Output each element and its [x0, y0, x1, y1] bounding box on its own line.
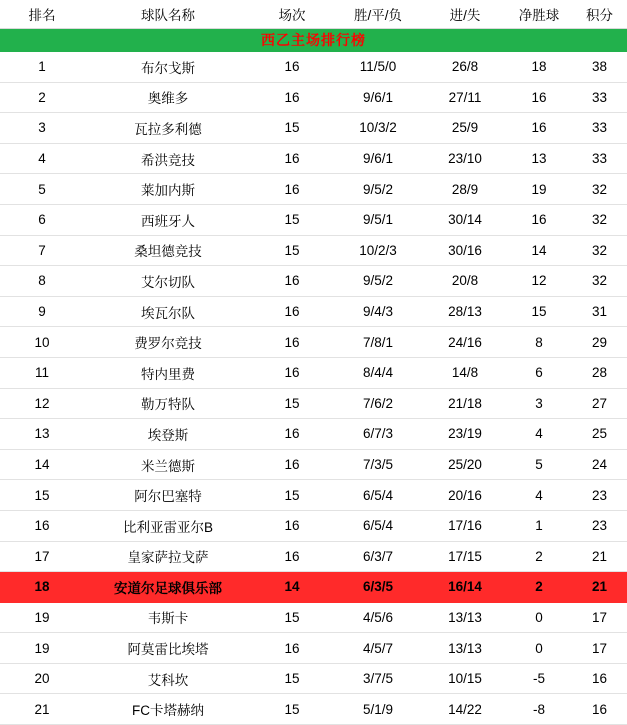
table-row: [0, 82, 627, 113]
table-row: [0, 204, 627, 235]
rank-cell: 5: [0, 174, 84, 205]
team-cell: 艾尔切队: [84, 266, 252, 297]
wdl-cell: 4/5/7: [332, 633, 424, 664]
table-row: [0, 174, 627, 205]
wdl-cell: 7/3/5: [332, 449, 424, 480]
table-row: [0, 510, 627, 541]
goals-cell: 30/16: [424, 235, 506, 266]
played-cell: 15: [252, 694, 332, 725]
wdl-cell: 10/3/2: [332, 113, 424, 144]
team-cell: 米兰德斯: [84, 449, 252, 480]
rank-cell: 10: [0, 327, 84, 358]
points-cell: 23: [572, 510, 627, 541]
points-cell: 33: [572, 143, 627, 174]
gd-cell: 16: [506, 82, 572, 113]
goals-cell: 28/9: [424, 174, 506, 205]
rank-cell: 11: [0, 357, 84, 388]
points-cell: 24: [572, 449, 627, 480]
rank-cell: 9: [0, 296, 84, 327]
played-cell: 14: [252, 572, 332, 603]
team-cell: 莱加内斯: [84, 174, 252, 205]
team-cell: 费罗尔竞技: [84, 327, 252, 358]
points-cell: 33: [572, 113, 627, 144]
wdl-cell: 9/5/2: [332, 174, 424, 205]
played-cell: 15: [252, 602, 332, 633]
wdl-cell: 4/5/6: [332, 602, 424, 633]
wdl-cell: 9/6/1: [332, 143, 424, 174]
points-cell: 21: [572, 572, 627, 603]
column-header-team: 球队名称: [84, 0, 252, 29]
rank-cell: 1: [0, 52, 84, 82]
played-cell: 16: [252, 327, 332, 358]
goals-cell: 23/10: [424, 143, 506, 174]
rank-cell: 13: [0, 419, 84, 450]
team-cell: 阿莫雷比埃塔: [84, 633, 252, 664]
rank-cell: 8: [0, 266, 84, 297]
played-cell: 15: [252, 663, 332, 694]
team-cell: 韦斯卡: [84, 602, 252, 633]
table-row: [0, 388, 627, 419]
table-row: [0, 449, 627, 480]
wdl-cell: 9/6/1: [332, 82, 424, 113]
wdl-cell: 7/8/1: [332, 327, 424, 358]
goals-cell: 30/14: [424, 204, 506, 235]
column-header-goals: 进/失: [424, 0, 506, 29]
table-row: [0, 694, 627, 725]
points-cell: 32: [572, 174, 627, 205]
rank-cell: 15: [0, 480, 84, 511]
goals-cell: 28/13: [424, 296, 506, 327]
goals-cell: 23/19: [424, 419, 506, 450]
table-row: [0, 541, 627, 572]
team-cell: 安道尔足球俱乐部: [84, 572, 252, 603]
table-row: [0, 266, 627, 297]
rank-cell: 19: [0, 602, 84, 633]
goals-cell: 24/16: [424, 327, 506, 358]
team-cell: 阿尔巴塞特: [84, 480, 252, 511]
rank-cell: 14: [0, 449, 84, 480]
gd-cell: 14: [506, 235, 572, 266]
table-row: [0, 52, 627, 82]
goals-cell: 17/16: [424, 510, 506, 541]
points-cell: 31: [572, 296, 627, 327]
goals-cell: 13/13: [424, 633, 506, 664]
table-row: [0, 327, 627, 358]
wdl-cell: 7/6/2: [332, 388, 424, 419]
wdl-cell: 6/3/7: [332, 541, 424, 572]
played-cell: 15: [252, 388, 332, 419]
table-row: [0, 602, 627, 633]
column-header-played: 场次: [252, 0, 332, 29]
played-cell: 16: [252, 541, 332, 572]
goals-cell: 14/22: [424, 694, 506, 725]
points-cell: 38: [572, 52, 627, 82]
goals-cell: 17/15: [424, 541, 506, 572]
gd-cell: 16: [506, 204, 572, 235]
points-cell: 32: [572, 266, 627, 297]
played-cell: 16: [252, 266, 332, 297]
played-cell: 16: [252, 510, 332, 541]
rank-cell: 21: [0, 694, 84, 725]
gd-cell: 0: [506, 633, 572, 664]
table-row: [0, 572, 627, 603]
team-cell: 西班牙人: [84, 204, 252, 235]
table-row: [0, 419, 627, 450]
points-cell: 16: [572, 663, 627, 694]
gd-cell: 18: [506, 52, 572, 82]
table-row: [0, 633, 627, 664]
column-header-rank: 排名: [0, 0, 84, 29]
wdl-cell: 5/1/9: [332, 694, 424, 725]
played-cell: 16: [252, 296, 332, 327]
played-cell: 16: [252, 82, 332, 113]
wdl-cell: 8/4/4: [332, 357, 424, 388]
played-cell: 16: [252, 52, 332, 82]
team-cell: 布尔戈斯: [84, 52, 252, 82]
gd-cell: 12: [506, 266, 572, 297]
goals-cell: 27/11: [424, 82, 506, 113]
table-row: [0, 663, 627, 694]
wdl-cell: 11/5/0: [332, 52, 424, 82]
rank-cell: 6: [0, 204, 84, 235]
goals-cell: 20/8: [424, 266, 506, 297]
played-cell: 15: [252, 204, 332, 235]
rank-cell: 16: [0, 510, 84, 541]
team-cell: 埃登斯: [84, 419, 252, 450]
table-row: [0, 113, 627, 144]
points-cell: 16: [572, 694, 627, 725]
goals-cell: 10/15: [424, 663, 506, 694]
team-cell: 瓦拉多利德: [84, 113, 252, 144]
page-title: 西乙主场排行榜: [0, 29, 627, 53]
rank-cell: 19: [0, 633, 84, 664]
table-row: [0, 480, 627, 511]
goals-cell: 13/13: [424, 602, 506, 633]
column-header-points: 积分: [572, 0, 627, 29]
rank-cell: 3: [0, 113, 84, 144]
points-cell: 28: [572, 357, 627, 388]
gd-cell: 0: [506, 602, 572, 633]
table-title-row: [0, 29, 627, 53]
goals-cell: 25/9: [424, 113, 506, 144]
team-cell: 希洪竞技: [84, 143, 252, 174]
points-cell: 32: [572, 235, 627, 266]
team-cell: 奥维多: [84, 82, 252, 113]
team-cell: 艾科坎: [84, 663, 252, 694]
gd-cell: 8: [506, 327, 572, 358]
played-cell: 15: [252, 480, 332, 511]
gd-cell: 16: [506, 113, 572, 144]
gd-cell: 2: [506, 541, 572, 572]
points-cell: 17: [572, 602, 627, 633]
header-row: [0, 0, 627, 29]
rank-cell: 17: [0, 541, 84, 572]
rank-cell: 7: [0, 235, 84, 266]
gd-cell: 4: [506, 419, 572, 450]
goals-cell: 25/20: [424, 449, 506, 480]
gd-cell: 13: [506, 143, 572, 174]
played-cell: 16: [252, 419, 332, 450]
points-cell: 32: [572, 204, 627, 235]
points-cell: 23: [572, 480, 627, 511]
team-cell: 勒万特队: [84, 388, 252, 419]
points-cell: 17: [572, 633, 627, 664]
table-row: [0, 296, 627, 327]
wdl-cell: 9/5/1: [332, 204, 424, 235]
table-row: [0, 143, 627, 174]
wdl-cell: 6/7/3: [332, 419, 424, 450]
gd-cell: 5: [506, 449, 572, 480]
wdl-cell: 9/5/2: [332, 266, 424, 297]
team-cell: 桑坦德竞技: [84, 235, 252, 266]
gd-cell: 4: [506, 480, 572, 511]
goals-cell: 26/8: [424, 52, 506, 82]
wdl-cell: 10/2/3: [332, 235, 424, 266]
played-cell: 16: [252, 449, 332, 480]
rank-cell: 4: [0, 143, 84, 174]
team-cell: 皇家萨拉戈萨: [84, 541, 252, 572]
points-cell: 29: [572, 327, 627, 358]
played-cell: 16: [252, 143, 332, 174]
played-cell: 16: [252, 633, 332, 664]
gd-cell: 1: [506, 510, 572, 541]
played-cell: 16: [252, 174, 332, 205]
gd-cell: -8: [506, 694, 572, 725]
wdl-cell: 6/5/4: [332, 480, 424, 511]
gd-cell: 19: [506, 174, 572, 205]
rank-cell: 2: [0, 82, 84, 113]
team-cell: 比利亚雷亚尔B: [84, 510, 252, 541]
points-cell: 25: [572, 419, 627, 450]
team-cell: FC卡塔赫纳: [84, 694, 252, 725]
gd-cell: 3: [506, 388, 572, 419]
goals-cell: 21/18: [424, 388, 506, 419]
gd-cell: 6: [506, 357, 572, 388]
gd-cell: 15: [506, 296, 572, 327]
wdl-cell: 6/5/4: [332, 510, 424, 541]
table-row: [0, 357, 627, 388]
played-cell: 16: [252, 357, 332, 388]
played-cell: 15: [252, 113, 332, 144]
played-cell: 15: [252, 235, 332, 266]
wdl-cell: 9/4/3: [332, 296, 424, 327]
column-header-wdl: 胜/平/负: [332, 0, 424, 29]
goals-cell: 16/14: [424, 572, 506, 603]
rank-cell: 18: [0, 572, 84, 603]
goals-cell: 14/8: [424, 357, 506, 388]
points-cell: 21: [572, 541, 627, 572]
team-cell: 埃瓦尔队: [84, 296, 252, 327]
team-cell: 特内里费: [84, 357, 252, 388]
column-header-gd: 净胜球: [506, 0, 572, 29]
rank-cell: 12: [0, 388, 84, 419]
points-cell: 33: [572, 82, 627, 113]
points-cell: 27: [572, 388, 627, 419]
table-body: [0, 52, 627, 725]
table-header: [0, 0, 627, 29]
wdl-cell: 3/7/5: [332, 663, 424, 694]
table-row: [0, 235, 627, 266]
wdl-cell: 6/3/5: [332, 572, 424, 603]
gd-cell: -5: [506, 663, 572, 694]
rank-cell: 20: [0, 663, 84, 694]
gd-cell: 2: [506, 572, 572, 603]
goals-cell: 20/16: [424, 480, 506, 511]
